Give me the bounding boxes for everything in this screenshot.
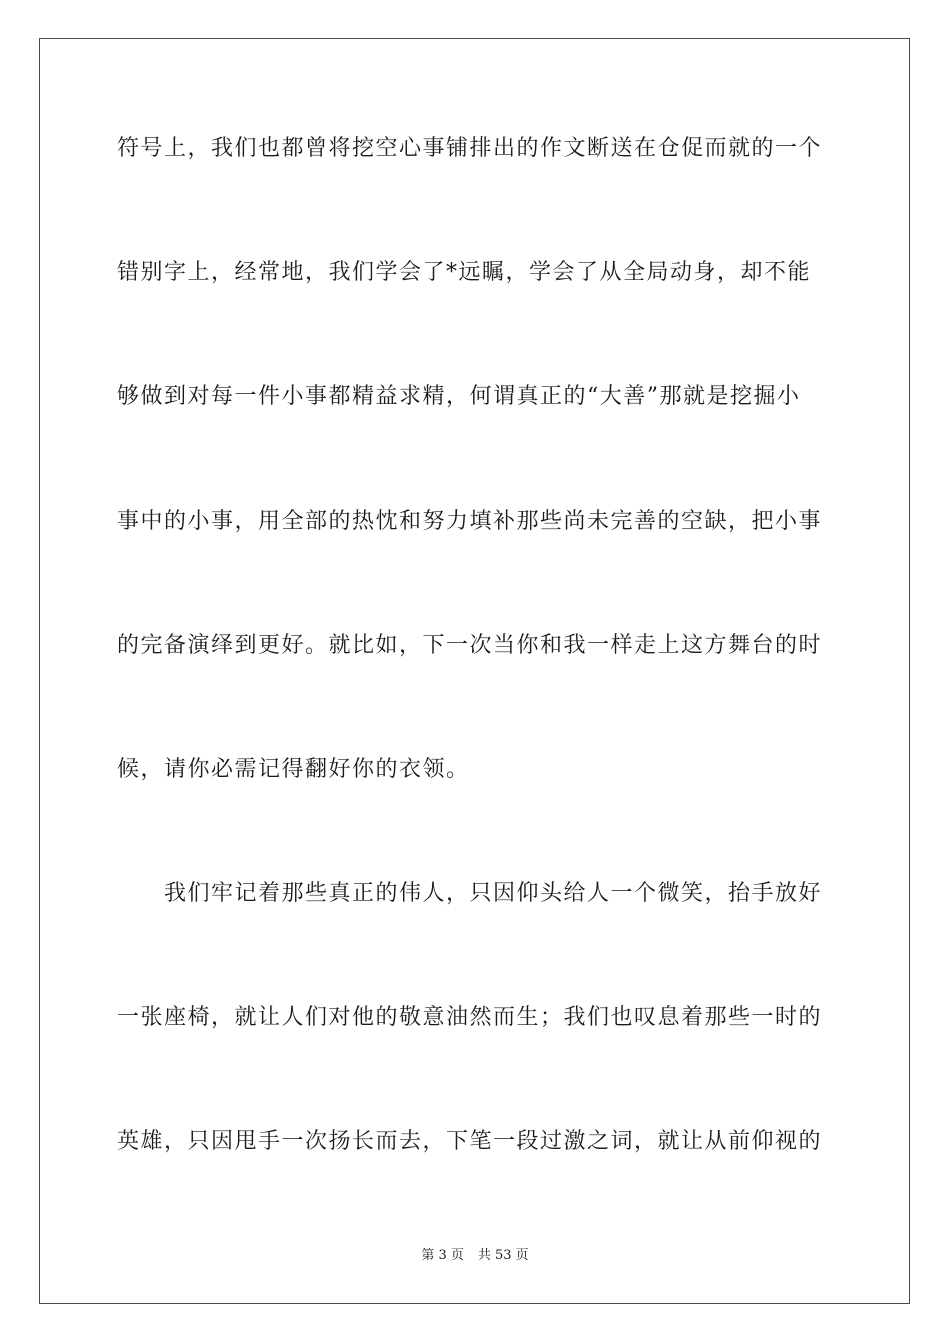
text-line: 的完备演绎到更好。就比如，下一次当你和我一样走上这方舞台的时 [117, 633, 823, 658]
text-line: 够做到对每一件小事都精益求精，何谓真正的“大善”那就是挖掘小 [117, 384, 801, 409]
total-pages: 共 53 页 [477, 1248, 529, 1263]
text-line: 事中的小事，用全部的热忱和努力填补那些尚未完善的空缺，把小事 [117, 509, 823, 534]
text-line: 符号上，我们也都曾将挖空心事铺排出的作文断送在仓促而就的一个 [117, 136, 823, 161]
page-number: 第 3 页 [421, 1248, 464, 1263]
text-line: 错别字上，经常地，我们学会了*远瞩，学会了从全局动身，却不能 [117, 260, 812, 285]
page-footer [0, 1247, 950, 1265]
text-line: 一张座椅，就让人们对他的敬意油然而生；我们也叹息着那些一时的 [117, 1005, 823, 1030]
text-line: 英雄，只因甩手一次扬长而去，下笔一段过激之词，就让从前仰视的 [117, 1129, 823, 1154]
paragraph-start-line: 我们牢记着那些真正的伟人，只因仰头给人一个微笑，抬手放好 [164, 881, 823, 906]
text-line: 候，请你必需记得翻好你的衣领。 [117, 757, 470, 782]
page-frame [39, 38, 910, 1304]
